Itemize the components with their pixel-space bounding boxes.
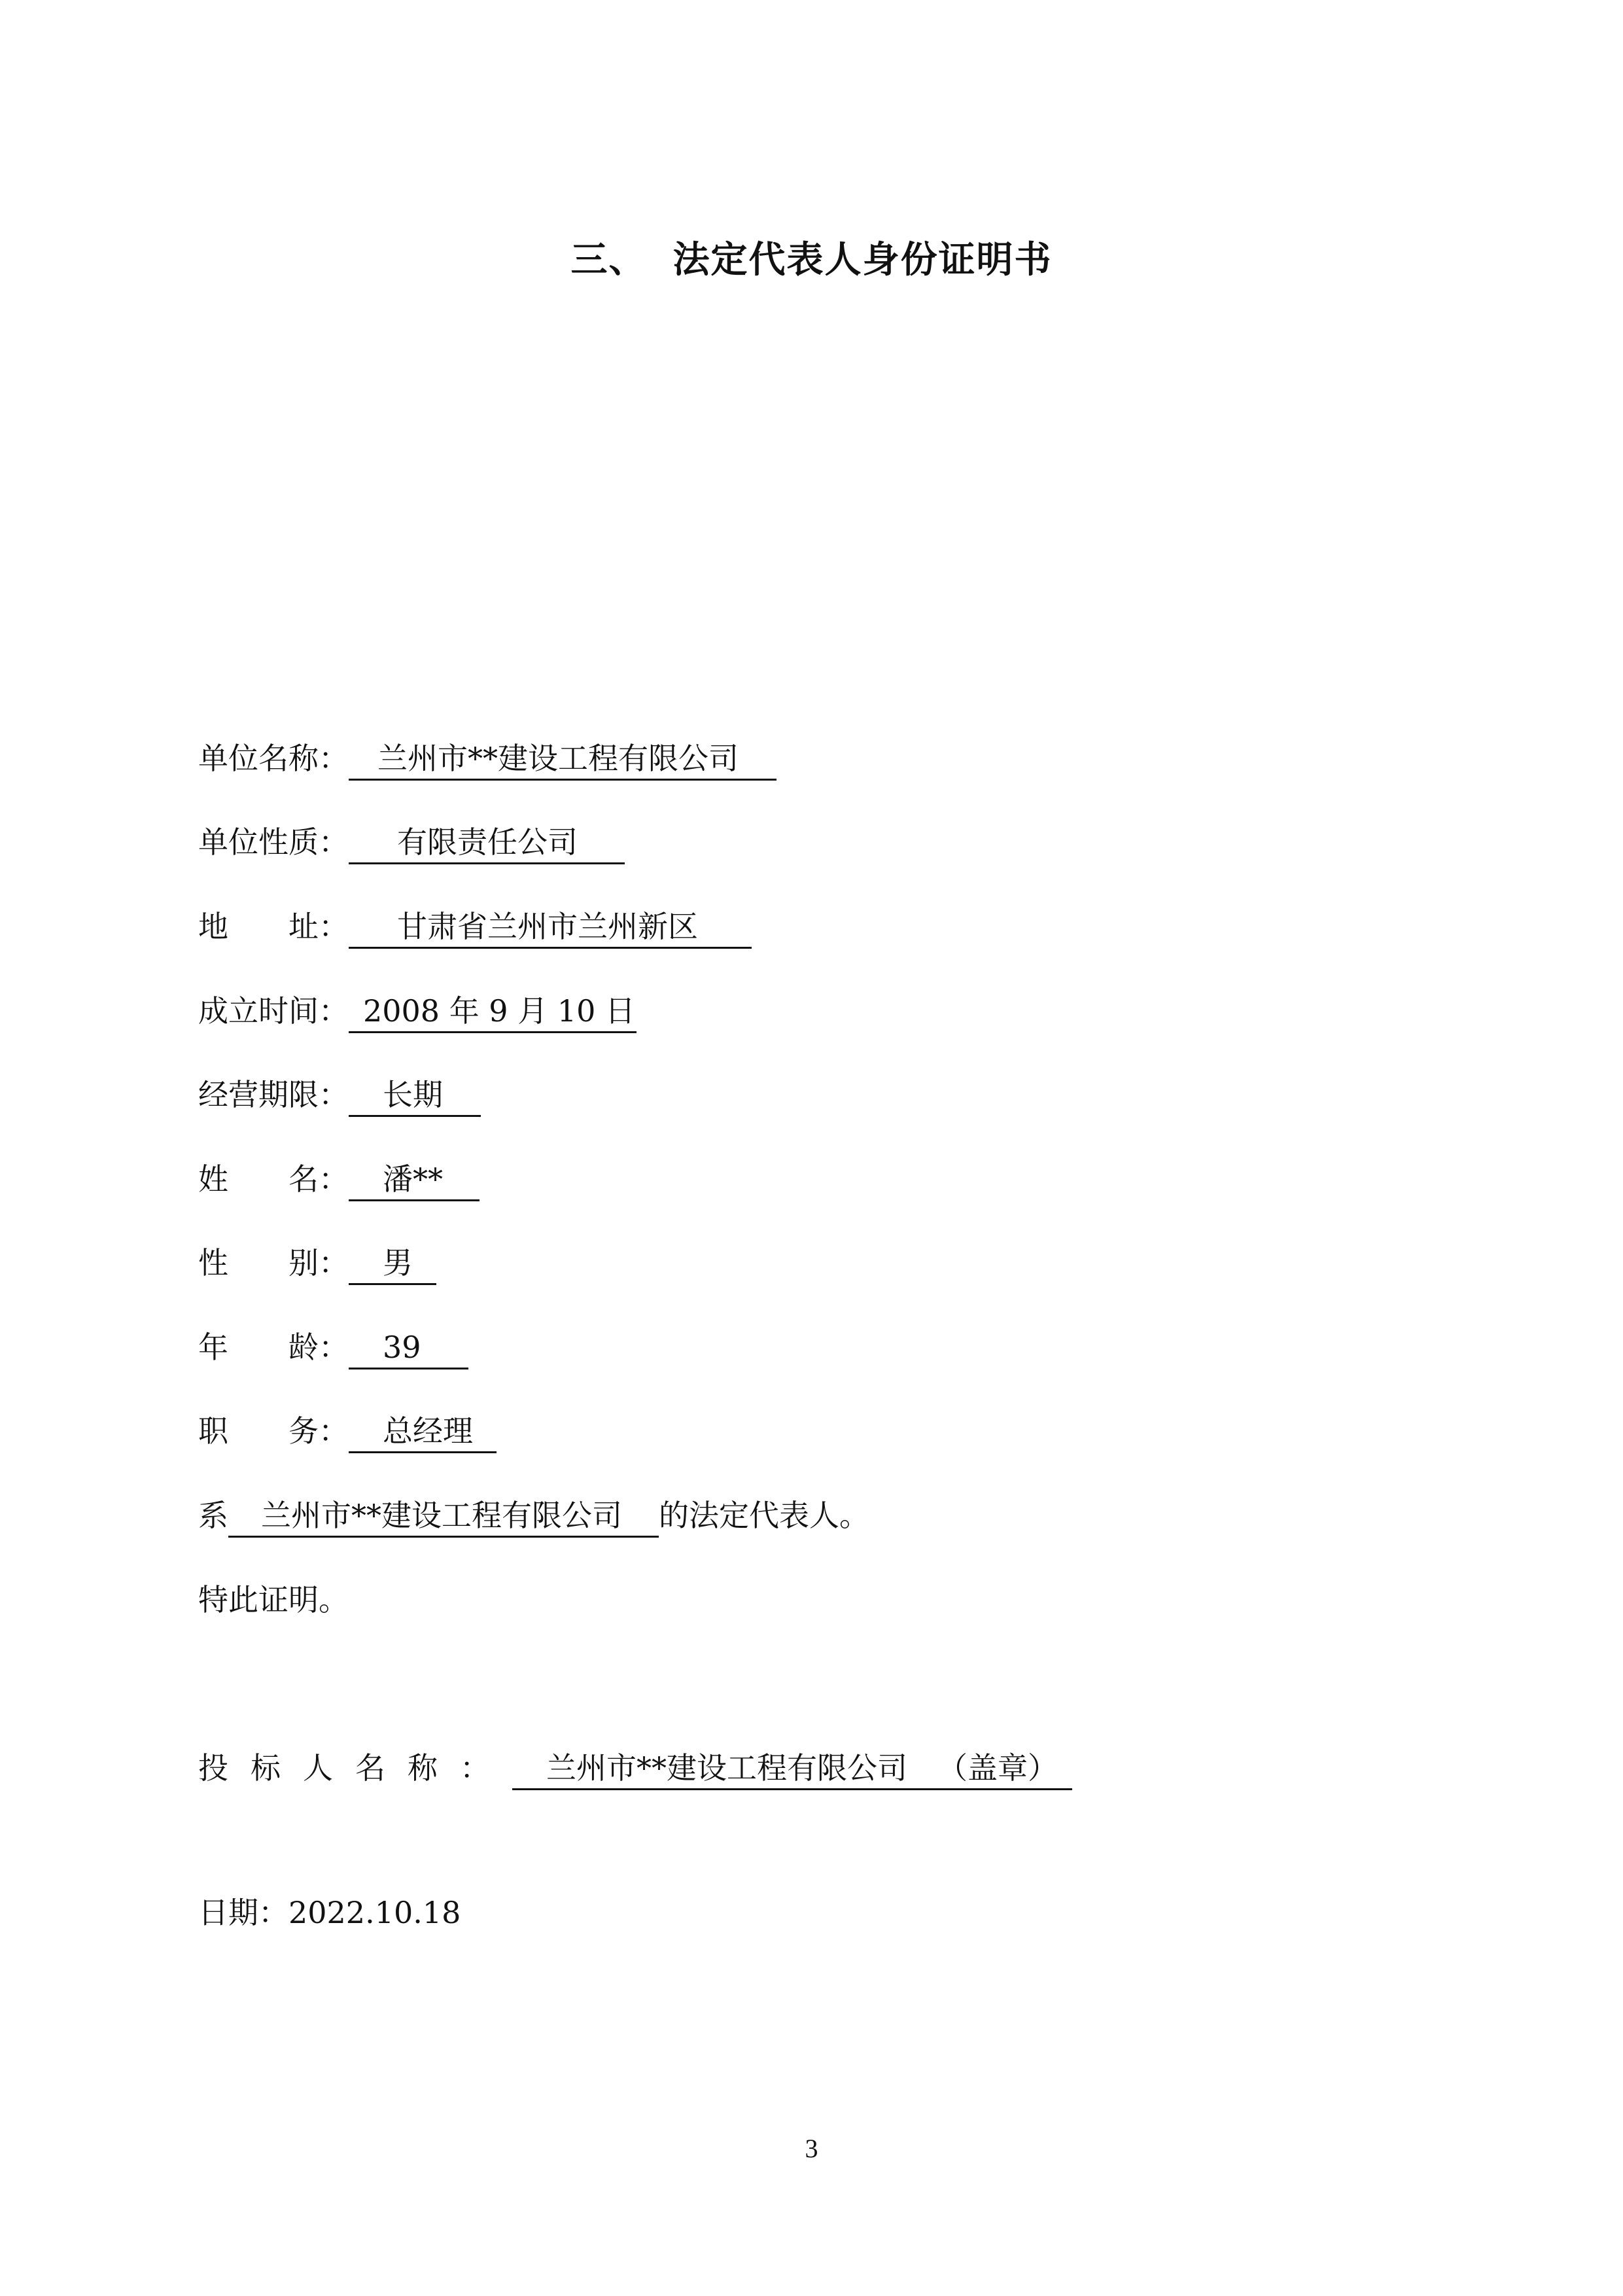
field-label: 地 址：	[198, 909, 349, 944]
field-value-address: 甘肃省兰州市兰州新区	[349, 908, 752, 949]
field-label: 成立时间：	[198, 993, 349, 1029]
statement-prefix: 系	[198, 1498, 228, 1533]
bidder-company: 兰州市**建设工程有限公司	[546, 1750, 907, 1786]
date-label: 日期：	[198, 1895, 288, 1930]
certify-label: 特此证明。	[198, 1582, 349, 1617]
bidder-underline	[512, 1749, 1072, 1790]
legal-rep-statement	[198, 1492, 869, 1538]
field-value-unit-name: 兰州市**建设工程有限公司	[349, 739, 777, 781]
field-value-founded-date: 2008 年 9 月 10 日	[349, 992, 637, 1033]
page-number: 3	[805, 2134, 818, 2163]
field-value-unit-type: 有限责任公司	[349, 823, 625, 864]
field-founded-date	[198, 988, 637, 1034]
field-value-position: 总经理	[349, 1412, 497, 1453]
field-gender	[198, 1240, 436, 1286]
title-text: 法定代表人身份证明书	[672, 239, 1053, 281]
field-unit-name	[198, 735, 777, 781]
field-value-business-term: 长期	[349, 1076, 481, 1117]
statement-suffix: 的法定代表人。	[659, 1498, 869, 1533]
title-number: 三、	[570, 239, 647, 281]
field-value-age: 39	[349, 1328, 468, 1369]
bidder-name-row	[198, 1745, 1072, 1791]
field-label: 经营期限：	[198, 1077, 349, 1112]
field-label: 职 务：	[198, 1413, 349, 1449]
field-business-term	[198, 1072, 481, 1118]
field-name	[198, 1156, 480, 1202]
field-value-name: 潘**	[349, 1160, 480, 1201]
field-label: 单位性质：	[198, 824, 349, 860]
date-value: 2022.10.18	[288, 1895, 461, 1930]
date-row	[198, 1890, 461, 1935]
certify-text	[198, 1577, 349, 1623]
bidder-label: 投标人名称：	[198, 1750, 512, 1786]
field-address	[198, 904, 752, 949]
page-title	[0, 234, 1623, 287]
field-label: 姓 名：	[198, 1161, 349, 1197]
field-label: 性 别：	[198, 1245, 349, 1280]
statement-company: 兰州市**建设工程有限公司	[228, 1496, 659, 1538]
seal-note: （盖章）	[937, 1750, 1058, 1786]
field-label: 年 龄：	[198, 1330, 349, 1365]
field-label: 单位名称：	[198, 741, 349, 776]
field-value-gender: 男	[349, 1244, 436, 1285]
field-unit-type	[198, 819, 625, 865]
field-age	[198, 1324, 468, 1370]
field-position	[198, 1408, 497, 1454]
